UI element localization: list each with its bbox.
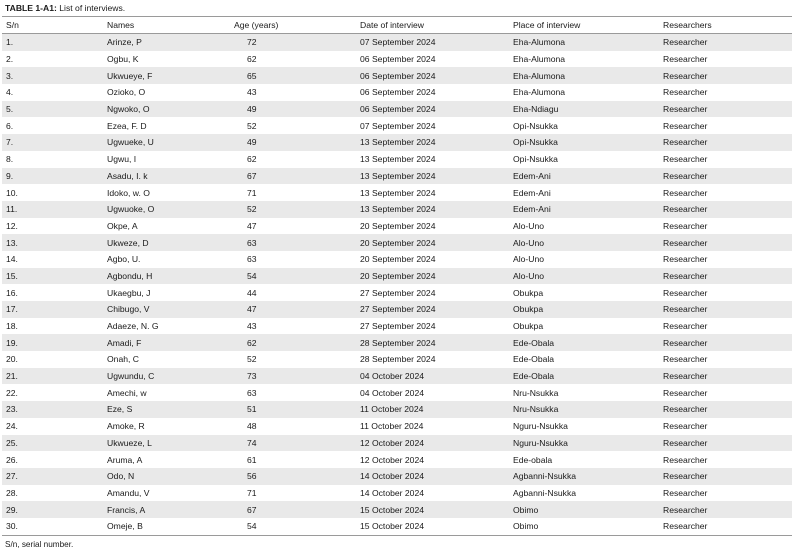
cell-date: 27 September 2024: [356, 301, 509, 318]
cell-name: Ukwueye, F: [103, 67, 230, 84]
cell-researcher: Researcher: [659, 218, 792, 235]
cell-age: 73: [230, 368, 356, 385]
cell-age: 63: [230, 251, 356, 268]
cell-researcher: Researcher: [659, 501, 792, 518]
cell-researcher: Researcher: [659, 301, 792, 318]
cell-place: Eha-Alumona: [509, 34, 659, 51]
cell-date: 11 October 2024: [356, 401, 509, 418]
cell-age: 52: [230, 201, 356, 218]
cell-place: Obukpa: [509, 318, 659, 335]
cell-place: Edem-Ani: [509, 184, 659, 201]
cell-sn: 12.: [2, 218, 103, 235]
cell-age: 56: [230, 468, 356, 485]
cell-name: Ogbu, K: [103, 51, 230, 68]
cell-place: Ede-obala: [509, 451, 659, 468]
cell-age: 61: [230, 451, 356, 468]
table-row: [2, 518, 792, 535]
cell-place: Eha-Alumona: [509, 84, 659, 101]
cell-sn: 27.: [2, 468, 103, 485]
cell-place: Opi-Nsukka: [509, 134, 659, 151]
cell-place: Nru-Nsukka: [509, 384, 659, 401]
cell-date: 04 October 2024: [356, 368, 509, 385]
table-row: [2, 101, 792, 118]
cell-place: Obimo: [509, 518, 659, 535]
cell-age: 71: [230, 184, 356, 201]
table-row: [2, 218, 792, 235]
cell-researcher: Researcher: [659, 518, 792, 535]
cell-sn: 14.: [2, 251, 103, 268]
cell-age: 63: [230, 384, 356, 401]
cell-sn: 6.: [2, 117, 103, 134]
cell-date: 13 September 2024: [356, 151, 509, 168]
cell-researcher: Researcher: [659, 368, 792, 385]
cell-researcher: Researcher: [659, 284, 792, 301]
cell-age: 49: [230, 134, 356, 151]
cell-age: 47: [230, 301, 356, 318]
cell-date: 12 October 2024: [356, 451, 509, 468]
table-row: [2, 151, 792, 168]
header-date: Date of interview: [356, 17, 509, 34]
header-place: Place of interview: [509, 17, 659, 34]
cell-date: 28 September 2024: [356, 351, 509, 368]
cell-date: 15 October 2024: [356, 501, 509, 518]
cell-date: 06 September 2024: [356, 101, 509, 118]
cell-place: Agbanni-Nsukka: [509, 468, 659, 485]
cell-researcher: Researcher: [659, 184, 792, 201]
table-row: [2, 384, 792, 401]
table-row: [2, 451, 792, 468]
table-row: [2, 418, 792, 435]
cell-place: Nguru-Nsukka: [509, 418, 659, 435]
cell-researcher: Researcher: [659, 451, 792, 468]
cell-sn: 24.: [2, 418, 103, 435]
cell-place: Nru-Nsukka: [509, 401, 659, 418]
cell-name: Agbondu, H: [103, 268, 230, 285]
cell-date: 20 September 2024: [356, 268, 509, 285]
table-row: [2, 84, 792, 101]
cell-date: 13 September 2024: [356, 201, 509, 218]
cell-place: Obimo: [509, 501, 659, 518]
cell-place: Opi-Nsukka: [509, 151, 659, 168]
cell-date: 27 September 2024: [356, 284, 509, 301]
cell-sn: 9.: [2, 168, 103, 185]
cell-place: Obukpa: [509, 284, 659, 301]
cell-date: 04 October 2024: [356, 384, 509, 401]
cell-date: 13 September 2024: [356, 184, 509, 201]
cell-name: Amechi, w: [103, 384, 230, 401]
cell-name: Adaeze, N. G: [103, 318, 230, 335]
cell-name: Ugwueke, U: [103, 134, 230, 151]
cell-place: Obukpa: [509, 301, 659, 318]
cell-researcher: Researcher: [659, 168, 792, 185]
cell-date: 11 October 2024: [356, 418, 509, 435]
cell-age: 74: [230, 435, 356, 452]
cell-name: Agbo, U.: [103, 251, 230, 268]
cell-date: 06 September 2024: [356, 84, 509, 101]
cell-date: 28 September 2024: [356, 334, 509, 351]
cell-researcher: Researcher: [659, 435, 792, 452]
cell-sn: 10.: [2, 184, 103, 201]
cell-age: 67: [230, 168, 356, 185]
cell-name: Asadu, I. k: [103, 168, 230, 185]
cell-age: 62: [230, 51, 356, 68]
cell-researcher: Researcher: [659, 251, 792, 268]
table-body: [2, 34, 792, 536]
header-researchers: Researchers: [659, 17, 792, 34]
cell-sn: 29.: [2, 501, 103, 518]
cell-researcher: Researcher: [659, 384, 792, 401]
cell-sn: 3.: [2, 67, 103, 84]
cell-date: 07 September 2024: [356, 117, 509, 134]
cell-age: 63: [230, 234, 356, 251]
cell-age: 49: [230, 101, 356, 118]
cell-place: Edem-Ani: [509, 168, 659, 185]
cell-name: Onah, C: [103, 351, 230, 368]
cell-sn: 2.: [2, 51, 103, 68]
table-row: [2, 268, 792, 285]
cell-age: 44: [230, 284, 356, 301]
table-row: [2, 334, 792, 351]
cell-date: 14 October 2024: [356, 485, 509, 502]
cell-date: 13 September 2024: [356, 168, 509, 185]
cell-age: 54: [230, 518, 356, 535]
cell-place: Ede-Obala: [509, 351, 659, 368]
cell-sn: 19.: [2, 334, 103, 351]
cell-date: 13 September 2024: [356, 134, 509, 151]
cell-name: Ukwueze, L: [103, 435, 230, 452]
table-row: [2, 67, 792, 84]
cell-place: Alo-Uno: [509, 268, 659, 285]
cell-researcher: Researcher: [659, 468, 792, 485]
cell-researcher: Researcher: [659, 201, 792, 218]
cell-name: Ukaegbu, J: [103, 284, 230, 301]
cell-date: 27 September 2024: [356, 318, 509, 335]
cell-date: 15 October 2024: [356, 518, 509, 535]
cell-name: Francis, A: [103, 501, 230, 518]
table-row: [2, 134, 792, 151]
table-row: [2, 117, 792, 134]
cell-date: 06 September 2024: [356, 67, 509, 84]
table-row: [2, 501, 792, 518]
cell-sn: 30.: [2, 518, 103, 535]
cell-researcher: Researcher: [659, 84, 792, 101]
cell-researcher: Researcher: [659, 117, 792, 134]
cell-researcher: Researcher: [659, 334, 792, 351]
cell-researcher: Researcher: [659, 151, 792, 168]
cell-date: 12 October 2024: [356, 435, 509, 452]
table-row: [2, 34, 792, 51]
cell-researcher: Researcher: [659, 485, 792, 502]
cell-age: 52: [230, 351, 356, 368]
cell-age: 71: [230, 485, 356, 502]
table-row: [2, 351, 792, 368]
cell-sn: 25.: [2, 435, 103, 452]
cell-name: Ezea, F. D: [103, 117, 230, 134]
header-names: Names: [103, 17, 230, 34]
table-caption: [5, 2, 125, 14]
cell-age: 47: [230, 218, 356, 235]
table-row: [2, 234, 792, 251]
cell-name: Ozioko, O: [103, 84, 230, 101]
cell-name: Aruma, A: [103, 451, 230, 468]
cell-place: Alo-Uno: [509, 234, 659, 251]
cell-place: Agbanni-Nsukka: [509, 485, 659, 502]
interviews-table: [2, 16, 792, 536]
table-caption-text: List of interviews.: [59, 3, 126, 13]
cell-age: 65: [230, 67, 356, 84]
table-row: [2, 401, 792, 418]
cell-name: Ugwundu, C: [103, 368, 230, 385]
cell-sn: 4.: [2, 84, 103, 101]
cell-age: 72: [230, 34, 356, 51]
cell-age: 54: [230, 268, 356, 285]
table-row: [2, 168, 792, 185]
cell-name: Okpe, A: [103, 218, 230, 235]
cell-name: Odo, N: [103, 468, 230, 485]
cell-researcher: Researcher: [659, 101, 792, 118]
cell-researcher: Researcher: [659, 34, 792, 51]
cell-name: Ukweze, D: [103, 234, 230, 251]
cell-researcher: Researcher: [659, 51, 792, 68]
table-row: [2, 284, 792, 301]
cell-place: Ede-Obala: [509, 368, 659, 385]
cell-researcher: Researcher: [659, 401, 792, 418]
cell-place: Nguru-Nsukka: [509, 435, 659, 452]
table-row: [2, 201, 792, 218]
cell-sn: 21.: [2, 368, 103, 385]
cell-researcher: Researcher: [659, 418, 792, 435]
cell-age: 52: [230, 117, 356, 134]
table-row: [2, 318, 792, 335]
cell-name: Ugwuoke, O: [103, 201, 230, 218]
cell-sn: 15.: [2, 268, 103, 285]
table-caption-label: TABLE 1-A1:: [5, 3, 57, 13]
cell-name: Chibugo, V: [103, 301, 230, 318]
cell-date: 20 September 2024: [356, 218, 509, 235]
cell-name: Eze, S: [103, 401, 230, 418]
cell-date: 06 September 2024: [356, 51, 509, 68]
cell-researcher: Researcher: [659, 234, 792, 251]
cell-researcher: Researcher: [659, 268, 792, 285]
table-row: [2, 368, 792, 385]
cell-place: Ede-Obala: [509, 334, 659, 351]
cell-age: 62: [230, 151, 356, 168]
cell-researcher: Researcher: [659, 67, 792, 84]
table-row: [2, 468, 792, 485]
cell-place: Edem-Ani: [509, 201, 659, 218]
cell-place: Alo-Uno: [509, 218, 659, 235]
cell-name: Idoko, w. O: [103, 184, 230, 201]
cell-place: Opi-Nsukka: [509, 117, 659, 134]
cell-sn: 8.: [2, 151, 103, 168]
cell-age: 48: [230, 418, 356, 435]
table-footnote: S/n, serial number.: [5, 540, 74, 549]
cell-age: 51: [230, 401, 356, 418]
cell-sn: 22.: [2, 384, 103, 401]
cell-sn: 13.: [2, 234, 103, 251]
cell-place: Eha-Alumona: [509, 51, 659, 68]
cell-age: 67: [230, 501, 356, 518]
cell-sn: 23.: [2, 401, 103, 418]
cell-sn: 28.: [2, 485, 103, 502]
table-row: [2, 435, 792, 452]
cell-name: Amandu, V: [103, 485, 230, 502]
cell-name: Amoke, R: [103, 418, 230, 435]
cell-sn: 5.: [2, 101, 103, 118]
cell-place: Eha-Ndiagu: [509, 101, 659, 118]
cell-age: 43: [230, 318, 356, 335]
cell-sn: 11.: [2, 201, 103, 218]
cell-name: Arinze, P: [103, 34, 230, 51]
cell-date: 14 October 2024: [356, 468, 509, 485]
cell-date: 07 September 2024: [356, 34, 509, 51]
cell-sn: 18.: [2, 318, 103, 335]
table-row: [2, 251, 792, 268]
cell-place: Alo-Uno: [509, 251, 659, 268]
cell-researcher: Researcher: [659, 351, 792, 368]
cell-name: Ngwoko, O: [103, 101, 230, 118]
cell-sn: 16.: [2, 284, 103, 301]
table-row: [2, 301, 792, 318]
cell-place: Eha-Alumona: [509, 67, 659, 84]
cell-researcher: Researcher: [659, 134, 792, 151]
cell-date: 20 September 2024: [356, 251, 509, 268]
cell-sn: 7.: [2, 134, 103, 151]
cell-sn: 1.: [2, 34, 103, 51]
table-row: [2, 184, 792, 201]
table-header-row: [2, 17, 792, 34]
table-row: [2, 51, 792, 68]
header-sn: S/n: [2, 17, 103, 34]
cell-name: Omeje, B: [103, 518, 230, 535]
cell-sn: 26.: [2, 451, 103, 468]
cell-age: 43: [230, 84, 356, 101]
cell-name: Ugwu, I: [103, 151, 230, 168]
cell-date: 20 September 2024: [356, 234, 509, 251]
cell-sn: 17.: [2, 301, 103, 318]
cell-name: Amadi, F: [103, 334, 230, 351]
table-row: [2, 485, 792, 502]
cell-sn: 20.: [2, 351, 103, 368]
cell-age: 62: [230, 334, 356, 351]
cell-researcher: Researcher: [659, 318, 792, 335]
header-age: Age (years): [230, 17, 356, 34]
